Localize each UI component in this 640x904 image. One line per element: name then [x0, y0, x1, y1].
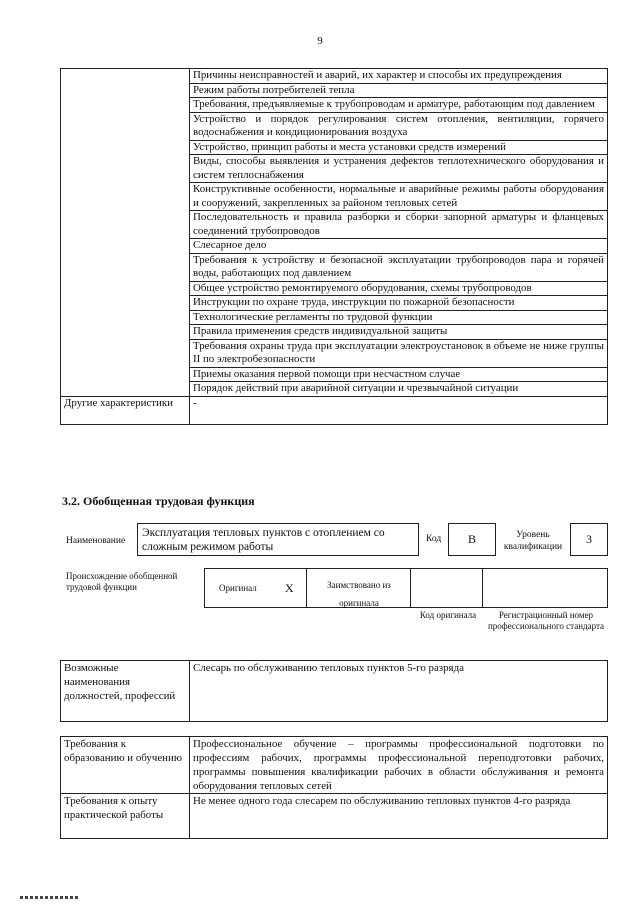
- knowledge-item: Конструктивные особенности, нормальные и аварийные режимы работы оборудования и сооружений, закрепленных за районом тепловых сетей: [190, 183, 608, 211]
- knowledge-item: Слесарное дело: [190, 239, 608, 254]
- positions-value: Слесарь по обслуживанию тепловых пунктов 5-го разряда: [190, 661, 608, 722]
- code-label: Код: [426, 534, 442, 544]
- knowledge-row: [61, 69, 608, 84]
- knowledge-item: Общее устройство ремонтируемого оборудования, схемы трубопроводов: [190, 281, 608, 296]
- registration-caption: Регистрационный номер профессионального стандарта: [487, 610, 605, 631]
- knowledge-item: Требования к устройству и безопасной эксплуатации трубопроводов пара и горячей воды, работающих под давлением: [190, 253, 608, 281]
- page-number: 9: [317, 35, 323, 47]
- knowledge-item: Приемы оказания первой помощи при несчастном случае: [190, 367, 608, 382]
- function-name-box: [137, 523, 419, 556]
- requirements-row: [61, 737, 608, 794]
- knowledge-item: Устройство и порядок регулирования систем отопления, вентиляции, горячего водоснабжения и кондиционирования воздуха: [190, 112, 608, 140]
- original-cell: [204, 568, 307, 608]
- requirements-table: [60, 736, 608, 839]
- knowledge-item: Причины неисправностей и аварий, их характер и способы их предупреждения: [190, 69, 608, 84]
- positions-row: [61, 661, 608, 722]
- knowledge-item: Требования, предъявляемые к трубопроводам и арматуре, работающим под давлением: [190, 98, 608, 113]
- knowledge-item: Устройство, принцип работы и места установки средств измерений: [190, 140, 608, 155]
- knowledge-item: Правила применения средств индивидуальной защиты: [190, 325, 608, 340]
- registration-number-cell: [482, 568, 608, 608]
- scan-artifact: [20, 896, 80, 899]
- level-value: 3: [586, 532, 592, 546]
- section-heading: 3.2. Обобщенная трудовая функция: [62, 494, 255, 508]
- positions-label: Возможные наименования должностей, профессий: [61, 661, 190, 722]
- origin-code-cell: [410, 568, 483, 608]
- code-value-box: [448, 523, 496, 556]
- other-characteristics-row: [61, 396, 608, 424]
- origin-code-caption: Код оригинала: [419, 610, 477, 620]
- education-requirements-value: Профессиональное обучение – программы профессиональной подготовки по профессиям рабочих, программы профессиональной переподготовки рабочих, программы повышения квалификации рабочих в области обслуживания и ремонта оборудования тепловых сетей: [190, 737, 608, 794]
- knowledge-item: Требования охраны труда при эксплуатации электроустановок в объеме не ниже группы II по электробезопасности: [190, 339, 608, 367]
- other-characteristics-value: -: [190, 396, 608, 424]
- original-label: Оригинал: [219, 583, 257, 593]
- level-label: Уровень квалификации: [503, 530, 563, 552]
- knowledge-item: Последовательность и правила разборки и сборки запорной арматуры и фланцевых соединений трубопроводов: [190, 211, 608, 239]
- knowledge-item: Виды, способы выявления и устранения дефектов теплотехнического оборудования и систем теплоснабжения: [190, 155, 608, 183]
- name-label: Наименование: [66, 536, 126, 546]
- level-value-box: [570, 523, 608, 556]
- experience-requirements-value: Не менее одного года слесарем по обслуживанию тепловых пунктов 4-го разряда: [190, 794, 608, 839]
- knowledge-item: Порядок действий при аварийной ситуации и чрезвычайной ситуации: [190, 382, 608, 397]
- borrowed-cell: [306, 568, 411, 608]
- knowledge-item: Режим работы потребителей тепла: [190, 83, 608, 98]
- knowledge-table: [60, 68, 608, 425]
- borrowed-label: Заимствовано из оригинала: [327, 580, 391, 608]
- function-name: Эксплуатация тепловых пунктов с отоплением со сложным режимом работы: [142, 527, 385, 553]
- experience-requirements-label: Требования к опыту практической работы: [61, 794, 190, 839]
- other-characteristics-label: Другие характеристики: [61, 396, 190, 424]
- requirements-row: [61, 794, 608, 839]
- knowledge-label-cell: [61, 69, 190, 397]
- education-requirements-label: Требования к образованию и обучению: [61, 737, 190, 794]
- positions-table: [60, 660, 608, 722]
- original-mark: X: [285, 581, 294, 595]
- knowledge-item: Инструкции по охране труда, инструкции по пожарной безопасности: [190, 296, 608, 311]
- code-value: B: [467, 532, 476, 546]
- origin-label: Происхождение обобщенной трудовой функции: [66, 571, 178, 592]
- knowledge-item: Технологические регламенты по трудовой функции: [190, 310, 608, 325]
